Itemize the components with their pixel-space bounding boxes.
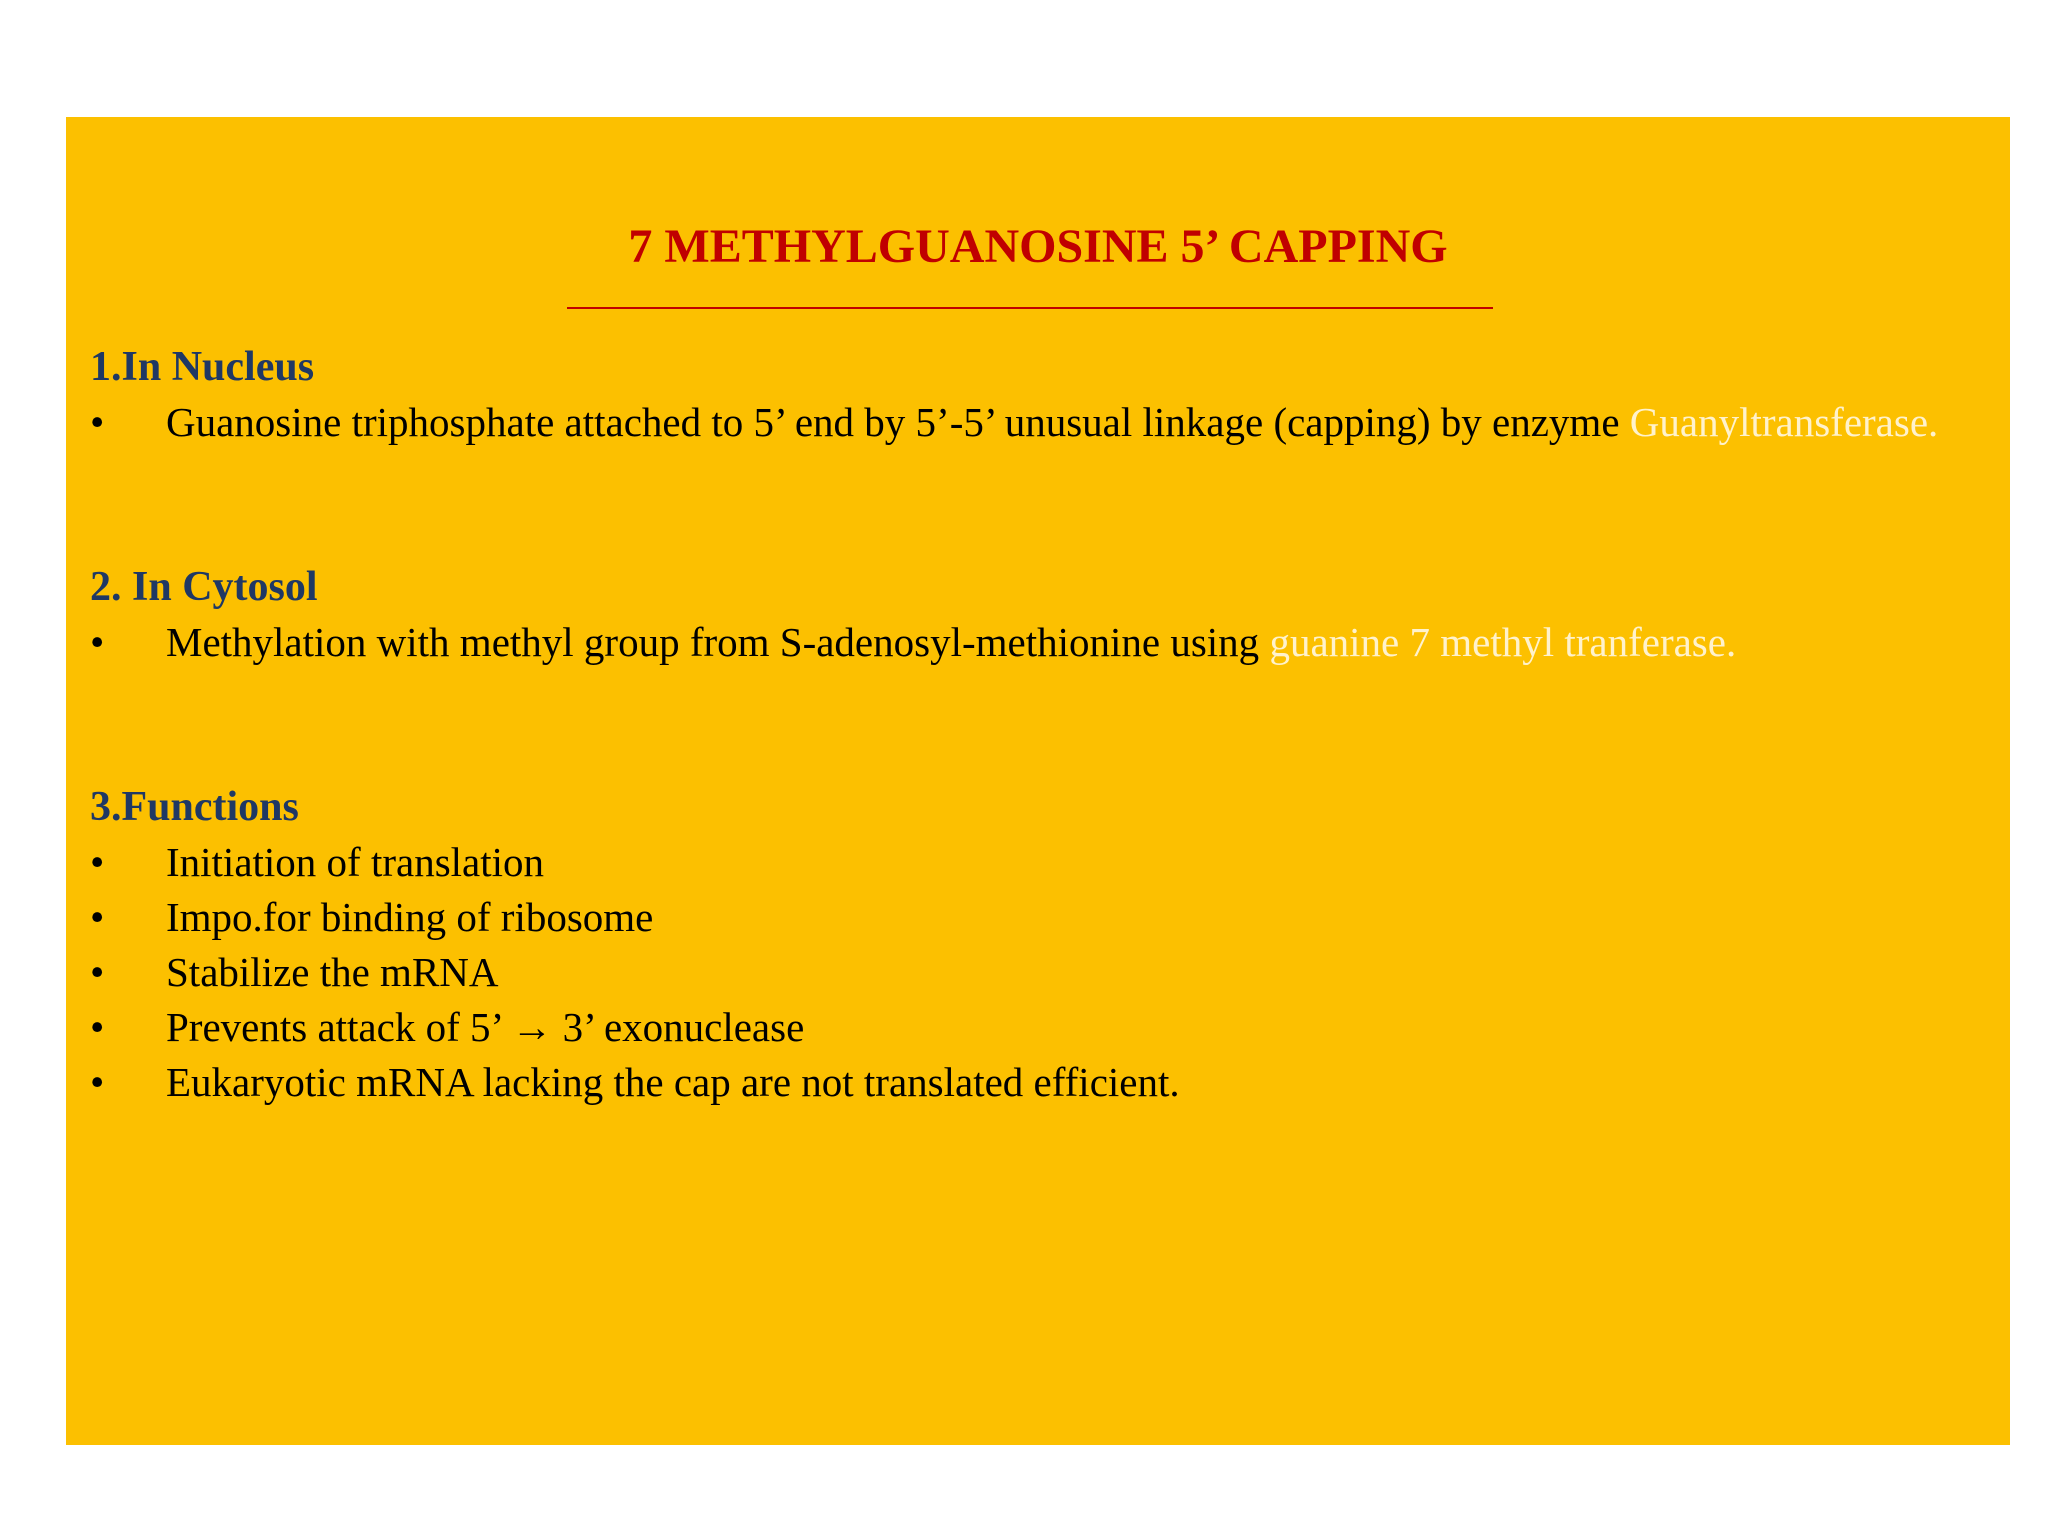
bullet-text: Eukaryotic mRNA lacking the cap are not translated efficient.: [166, 1059, 1180, 1105]
bullet-dot-icon: •: [90, 839, 105, 885]
bullet-dot-icon: •: [90, 399, 105, 445]
bullet-text: Initiation of translation: [166, 839, 545, 885]
bullet-list: [90, 615, 1970, 670]
bullet-item: [90, 1000, 1970, 1055]
bullet-dot-icon: •: [90, 1059, 105, 1105]
section-heading: 3.Functions: [90, 784, 299, 830]
bullet-dot-icon: •: [90, 949, 105, 995]
bullet-dot-icon: •: [90, 619, 105, 665]
bullet-dot-icon: •: [90, 1004, 105, 1050]
bullet-item: [90, 615, 1970, 670]
bullet-text: Stabilize the mRNA: [166, 949, 499, 995]
slide: [66, 117, 2010, 1445]
bullet-item: [90, 945, 1970, 1000]
bullet-item: [90, 890, 1970, 945]
section-nucleus: [90, 339, 1970, 450]
enzyme-highlight: guanine 7 methyl tranferase.: [1269, 619, 1737, 665]
enzyme-highlight: Guanyltransferase.: [1629, 399, 1939, 445]
bullet-text: Impo.for binding of ribosome: [166, 894, 654, 940]
bullet-text: Methylation with methyl group from S-adenosyl-methionine using: [166, 619, 1270, 665]
bullet-list: [90, 395, 1970, 450]
section-heading: 1.In Nucleus: [90, 344, 315, 390]
bullet-item: [90, 1055, 1970, 1110]
bullet-dot-icon: •: [90, 894, 105, 940]
bullet-list: [90, 835, 1970, 1110]
section-cytosol: [90, 559, 1970, 670]
section-functions: [90, 779, 1970, 1110]
bullet-item: [90, 835, 1970, 890]
bullet-item: [90, 395, 1970, 450]
title-underline: [567, 307, 1493, 309]
bullet-text: Prevents attack of 5’ → 3’ exonuclease: [166, 1004, 805, 1050]
bullet-text: Guanosine triphosphate attached to 5’ end by 5’-5’ unusual linkage (capping) by enzyme: [166, 399, 1630, 445]
section-heading: 2. In Cytosol: [90, 564, 318, 610]
slide-title: 7 METHYLGUANOSINE 5’ CAPPING: [628, 220, 1448, 273]
